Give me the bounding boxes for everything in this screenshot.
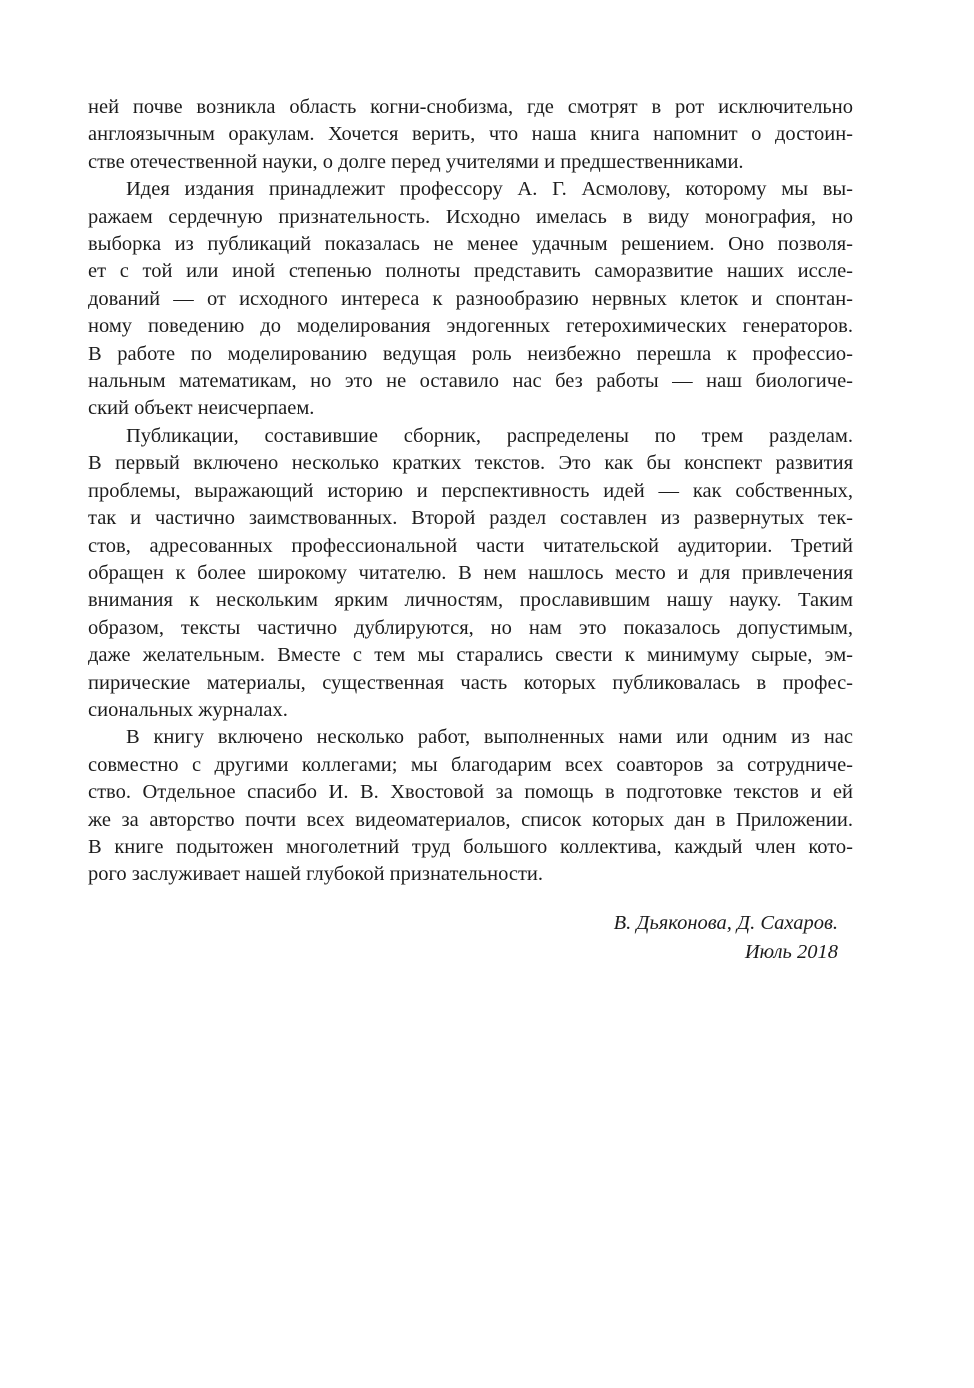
text-line: В книге подытожен многолетний труд большого коллектива, каждый член кото- <box>88 835 853 858</box>
text-line: ному поведению до моделирования эндогенных гетерохимических генераторов. <box>88 315 853 338</box>
text-line: обращен к более широкому читателю. В нем нашлось место и для привлечения <box>88 561 853 584</box>
text-line: ней почве возникла область когни-снобизма, где смотрят в рот исключительно <box>88 96 853 118</box>
text-line: ет с той или иной степенью полноты представить саморазвитие наших иссле- <box>88 260 853 283</box>
text-line: нальным математикам, но это не оставило нас без работы — наш биологиче- <box>88 370 853 393</box>
text-line: же за авторство почти всех видеоматериалов, список которых дан в Приложении. <box>88 808 853 831</box>
text-line: дований — от исходного интереса к разнообразию нервных клеток и спонтан- <box>88 287 853 310</box>
text-line: сиональных журналах. <box>88 698 288 721</box>
text-line: стов, адресованных профессиональной части читательской аудитории. Третий <box>88 534 853 557</box>
text-line: так и частично заимствованных. Второй раздел составлен из развернутых тек- <box>88 507 853 530</box>
text-line: ражаем сердечную признательность. Исходно имелась в виду монография, но <box>88 205 853 228</box>
text-line: рого заслуживает нашей глубокой признательности. <box>88 863 544 886</box>
text-line: В работе по моделированию ведущая роль неизбежно перешла к профессио- <box>88 342 853 365</box>
text-line: внимания к нескольким ярким личностям, прославившим нашу науку. Таким <box>88 589 853 612</box>
text-line: образом, тексты частично дублируются, но нам это показалось допустимым, <box>88 616 853 639</box>
text-line: совместно с другими коллегами; мы благодарим всех соавторов за сотрудниче- <box>88 753 853 776</box>
signature-authors: В. Дьяконова, Д. Сахаров. <box>613 911 838 934</box>
text-line: стве отечественной науки, о долге перед учителями и предшественниками. <box>88 150 744 173</box>
text-line: ский объект неисчерпаем. <box>88 397 315 420</box>
text-line: В первый включено несколько кратких текстов. Это как бы конспект развития <box>88 452 853 475</box>
text-line: В книгу включено несколько работ, выполненных нами или одним из нас <box>126 726 853 749</box>
text-line: выборка из публикаций показалась не менее удачным решением. Оно позволя- <box>88 233 853 256</box>
signature-date: Июль 2018 <box>744 940 838 963</box>
text-line: даже желательным. Вместе с тем мы старались свести к минимуму сырые, эм- <box>88 644 853 667</box>
text-line: пирические материалы, существенная часть которых публиковалась в профес- <box>88 671 853 694</box>
signature <box>88 909 853 967</box>
text-line: ство. Отдельное спасибо И. В. Хвостовой за помощь в подготовке текстов и ей <box>88 781 853 804</box>
text-line: Идея издания принадлежит профессору А. Г. Асмолову, которому мы вы- <box>126 178 853 201</box>
text-line: Публикации, составившие сборник, распределены по трем разделам. <box>126 424 853 447</box>
text-line: англоязычным оракулам. Хочется верить, что наша книга напомнит о достоин- <box>88 123 853 146</box>
preface-text <box>88 94 853 967</box>
text-line: проблемы, выражающий историю и перспективность идей — как собственных, <box>88 479 853 502</box>
